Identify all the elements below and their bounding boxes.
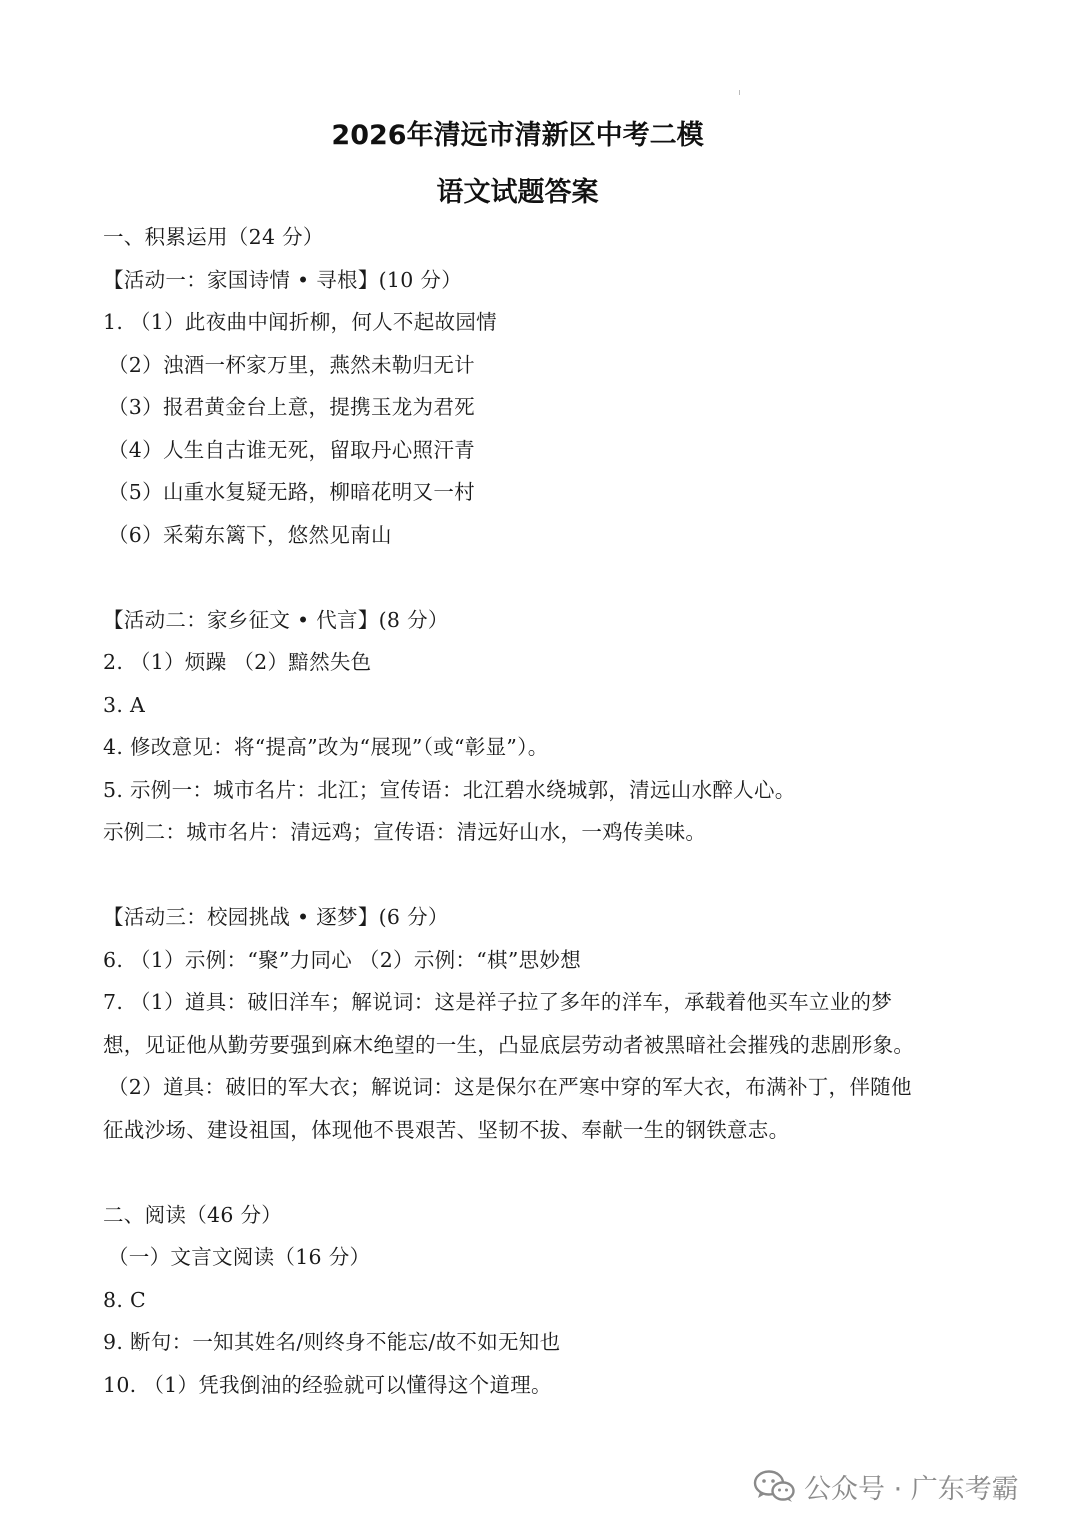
- section-heading-reading: 二、阅读（46 分）: [103, 1203, 283, 1227]
- scan-mark: [739, 90, 740, 95]
- answer-line: 10. （1）凭我倒油的经验就可以懂得这个道理。: [103, 1373, 552, 1397]
- answer-line: 征战沙场、建设祖国，体现他不畏艰苦、坚韧不拔、奉献一生的钢铁意志。: [103, 1118, 790, 1142]
- watermark: [752, 1466, 1019, 1506]
- activity-heading-2: 【活动二：家乡征文 • 代言】(8 分）: [103, 608, 449, 632]
- answer-line: （6）采菊东篱下，悠然见南山: [108, 523, 392, 547]
- answer-line: 7. （1）道具：破旧洋车；解说词：这是祥子拉了多年的洋车，承载着他买车立业的梦: [103, 990, 893, 1014]
- page-title: 2026年清远市清新区中考二模: [331, 120, 704, 151]
- answer-line: 想，见证他从勤劳要强到麻木绝望的一生，凸显底层劳动者被黑暗社会摧残的悲剧形象。: [103, 1033, 915, 1057]
- section-heading-accumulation: 一、积累运用（24 分）: [103, 225, 324, 249]
- watermark-text: 公众号 · 广东考霸: [804, 1473, 1019, 1505]
- answer-line: 3. A: [103, 693, 146, 717]
- answer-line: （2）浊酒一杯家万里，燕然未勒归无计: [108, 353, 475, 377]
- answer-line: （4）人生自古谁无死，留取丹心照汗青: [108, 438, 475, 462]
- page-subtitle: 语文试题答案: [436, 177, 599, 208]
- answer-line: 9. 断句：一知其姓名/则终身不能忘/故不如无知也: [103, 1330, 561, 1354]
- answer-line: （2）道具：破旧的军大衣；解说词：这是保尔在严寒中穿的军大衣，布满补丁，伴随他: [108, 1075, 912, 1099]
- answer-line: 5. 示例一：城市名片：北江；宣传语：北江碧水绕城郭，清远山水醉人心。: [103, 778, 796, 802]
- answer-line: （3）报君黄金台上意，提携玉龙为君死: [108, 395, 475, 419]
- answer-line: 4. 修改意见：将“提高”改为“展现”（或“彰显”）。: [103, 735, 549, 759]
- answer-line: 6. （1）示例：“聚”力同心 （2）示例：“棋”思妙想: [103, 948, 581, 972]
- answer-line: （5）山重水复疑无路，柳暗花明又一村: [108, 480, 475, 504]
- answer-line: 1. （1）此夜曲中闻折柳，何人不起故园情: [103, 310, 497, 334]
- subsection-heading-classical: （一）文言文阅读（16 分）: [108, 1245, 371, 1269]
- answer-line: 8. C: [103, 1288, 146, 1312]
- activity-heading-1: 【活动一：家国诗情 • 寻根】(10 分）: [103, 268, 463, 292]
- activity-heading-3: 【活动三：校园挑战 • 逐梦】(6 分）: [103, 905, 449, 929]
- answer-line: 2. （1）烦躁 （2）黯然失色: [103, 650, 372, 674]
- wechat-icon: [752, 1468, 796, 1504]
- answer-line: 示例二：城市名片：清远鸡；宣传语：清远好山水，一鸡传美味。: [103, 820, 707, 844]
